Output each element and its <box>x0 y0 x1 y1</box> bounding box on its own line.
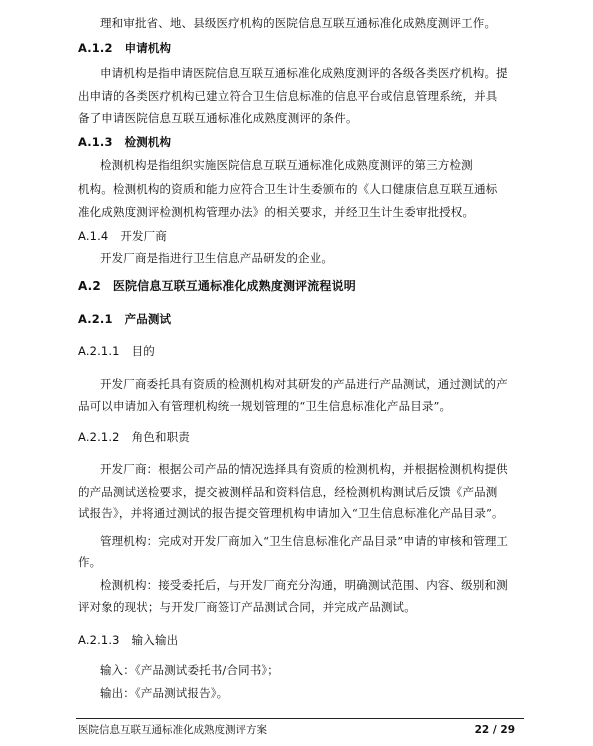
paragraph-line: 开发厂商是指进行卫生信息产品研发的企业。 <box>100 251 333 265</box>
paragraph-line: 评对象的现状；与开发厂商签订产品测试合同，并完成产品测试。 <box>78 600 416 614</box>
paragraph-line: 备了申请医院信息互联互通标准化成熟度测评的条件。 <box>78 111 358 125</box>
section-number: A.1.2 <box>78 41 113 55</box>
paragraph-line: 品可以申请加入有管理机构统一规划管理的“卫生信息标准化产品目录”。 <box>78 399 452 413</box>
output-line: 输出：《产品测试报告》。 <box>100 686 229 700</box>
section-title: 检测机构 <box>124 135 172 149</box>
paragraph-line: 出申请的各类医疗机构已建立符合卫生信息标准的信息平台或信息管理系统，并具 <box>78 89 498 103</box>
paragraph-line: 的产品测试送检要求，提交被测样品和资料信息，经检测机构测试后反馈《产品测 <box>78 485 498 499</box>
footer-document-title: 医院信息互联互通标准化成熟度测评方案 <box>78 724 267 736</box>
section-heading-a14 <box>78 229 167 243</box>
section-heading-a2 <box>78 279 356 293</box>
footer-page-number: 22 / 29 <box>474 724 515 736</box>
section-title: 开发厂商 <box>120 229 167 243</box>
section-heading-a212 <box>78 430 190 444</box>
section-title: 输入输出 <box>131 633 179 647</box>
paragraph-line: 机构。检测机构的资质和能力应符合卫生计生委颁布的《人口健康信息互联互通标 <box>78 182 498 196</box>
section-number: A.2.1.2 <box>78 430 120 444</box>
section-number: A.2.1 <box>78 312 113 326</box>
section-title: 医院信息互联互通标准化成熟度测评流程说明 <box>112 279 356 293</box>
paragraph-line: 开发厂商：根据公司产品的情况选择具有资质的检测机构，并根据检测机构提供 <box>100 462 508 476</box>
section-title: 申请机构 <box>124 41 172 55</box>
paragraph-line: 试报告》，并将通过测试的报告提交管理机构申请加入“卫生信息标准化产品目录”。 <box>78 506 504 520</box>
input-line: 输入：《产品测试委托书/合同书》； <box>100 663 279 677</box>
section-title: 产品测试 <box>124 312 172 326</box>
paragraph-line: 准化成熟度测评检测机构管理办法》的相关要求，并经卫生计生委审批授权。 <box>78 205 475 219</box>
section-number: A.2.1.1 <box>78 344 120 358</box>
section-heading-a12 <box>78 41 171 55</box>
paragraph-line: 检测机构：接受委托后，与开发厂商充分沟通，明确测试范围、内容、级别和测 <box>100 578 508 592</box>
paragraph-line: 申请机构是指申请医院信息互联互通标准化成熟度测评的各级各类医疗机构。提 <box>100 66 508 80</box>
section-number: A.2 <box>78 279 101 293</box>
paragraph-line: 管理机构：完成对开发厂商加入“卫生信息标准化产品目录”申请的审核和管理工 <box>100 534 509 548</box>
paragraph-line: 开发厂商委托具有资质的检测机构对其研发的产品进行产品测试，通过测试的产 <box>100 377 508 391</box>
section-title: 角色和职责 <box>131 430 190 444</box>
footer-divider <box>76 718 524 719</box>
paragraph-line: 检测机构是指组织实施医院信息互联互通标准化成熟度测评的第三方检测 <box>100 158 473 172</box>
paragraph-line: 理和审批省、地、县级医疗机构的医院信息互联互通标准化成熟度测评工作。 <box>100 16 497 30</box>
section-heading-a21 <box>78 312 171 326</box>
section-number: A.1.3 <box>78 135 113 149</box>
section-number: A.1.4 <box>78 229 109 243</box>
section-heading-a13 <box>78 135 171 149</box>
section-heading-a213 <box>78 633 178 647</box>
paragraph-line: 作。 <box>78 555 102 569</box>
section-number: A.2.1.3 <box>78 633 120 647</box>
section-heading-a211 <box>78 344 155 358</box>
section-title: 目的 <box>131 344 155 358</box>
